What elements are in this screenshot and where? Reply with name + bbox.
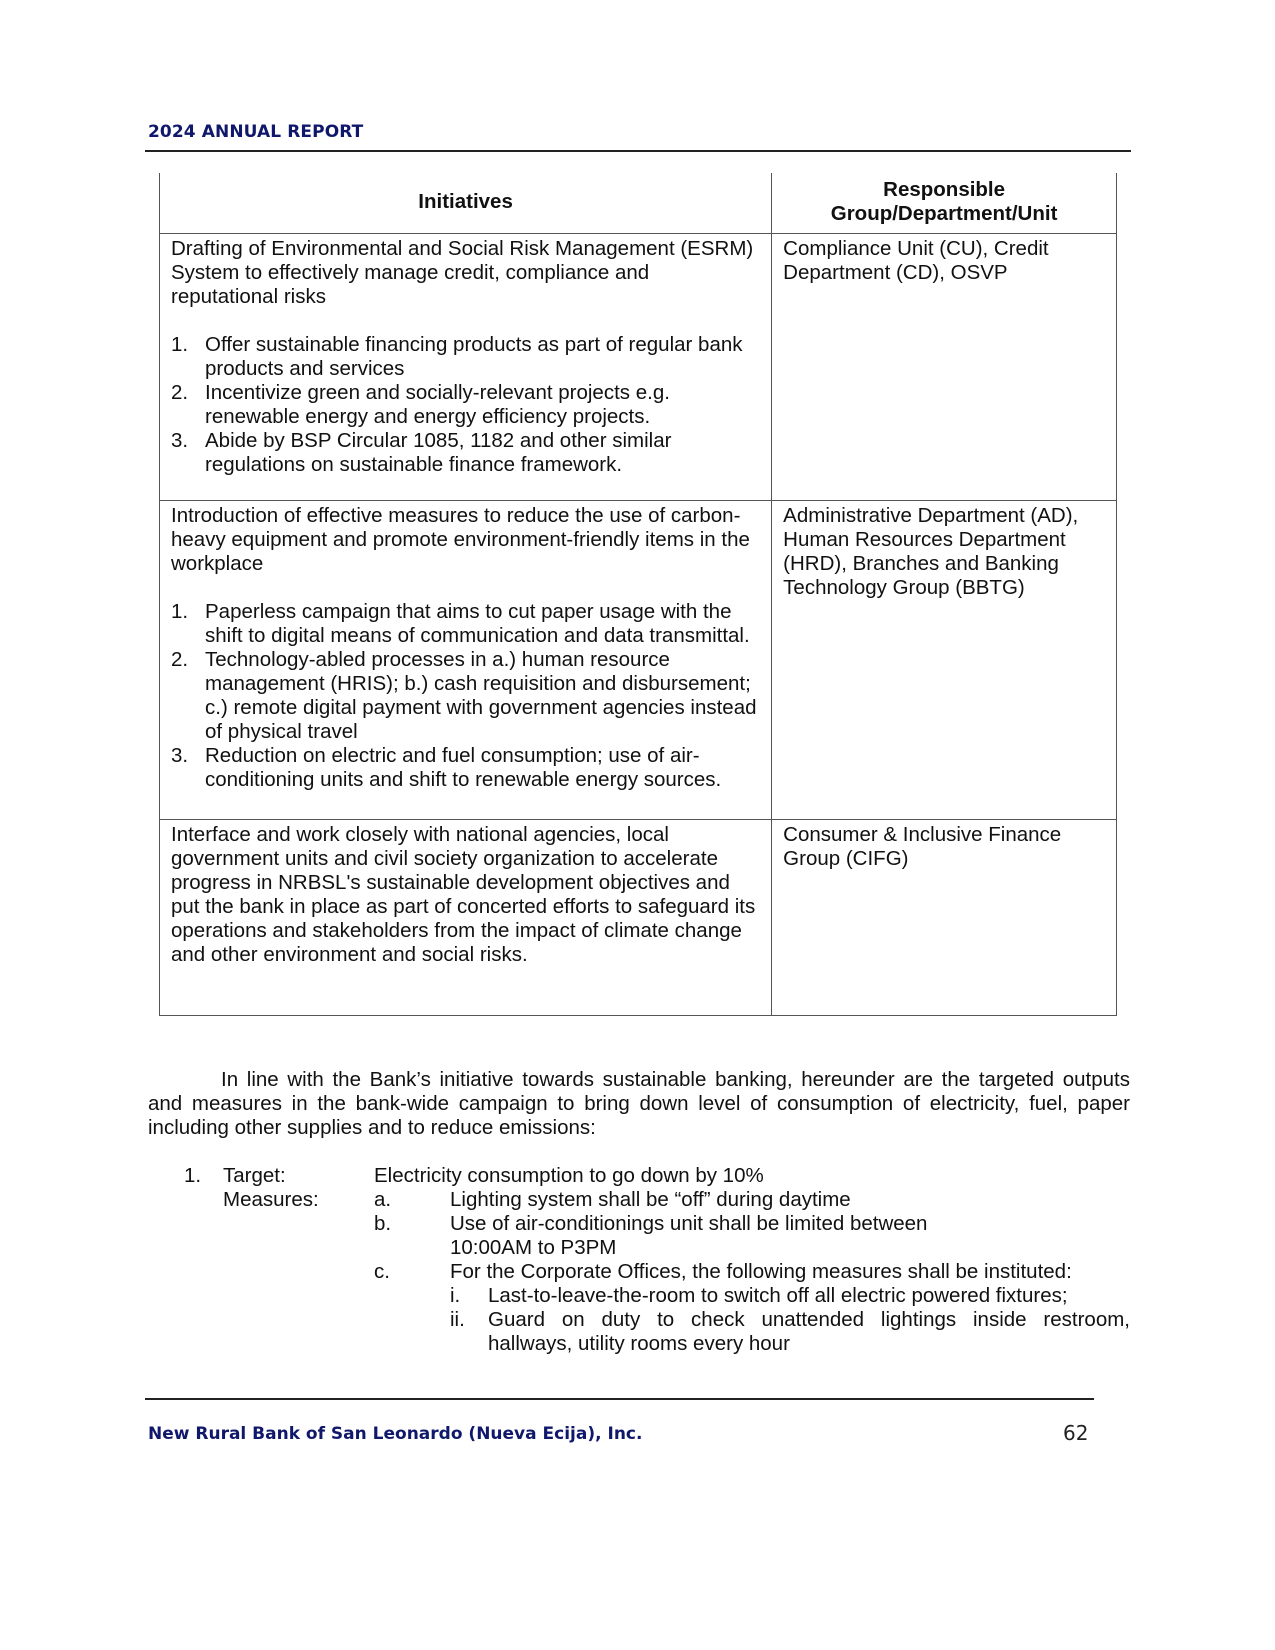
intro-paragraph: In line with the Bank’s initiative towards sustainable banking, hereunder are the targeted outputs and measures in the bank-wide campaign to bring down level of consumption of electricity, fuel, paper including other supplies and to reduce emissions: <box>148 1068 1130 1139</box>
sub-measure-numeral: i. <box>450 1284 461 1307</box>
list-number: 2. <box>171 381 189 404</box>
measure-letter: b. <box>374 1212 392 1235</box>
list-number: 3. <box>171 429 189 452</box>
sub-measure-row <box>148 1284 1130 1308</box>
report-header-title: 2024 ANNUAL REPORT <box>148 122 364 142</box>
sub-measure-text: Guard on duty to check unattended lightings inside restroom, <box>488 1308 1130 1331</box>
responsible-text: Consumer & Inclusive Finance Group (CIFG) <box>783 823 1062 870</box>
footer-divider <box>145 1398 1094 1400</box>
target-text: Electricity consumption to go down by 10% <box>374 1164 764 1187</box>
target-number: 1. <box>184 1164 202 1187</box>
list-number: 1. <box>171 600 189 623</box>
measure-text: Lighting system shall be “off” during daytime <box>450 1188 851 1211</box>
sub-measure-row <box>148 1308 1130 1332</box>
list-item <box>171 381 760 429</box>
column-header-responsible <box>772 173 1117 234</box>
measure-text: 10:00AM to P3PM <box>450 1236 617 1259</box>
list-item <box>171 429 760 477</box>
sub-measure-row-continuation <box>148 1332 1130 1356</box>
initiatives-table <box>159 173 1117 1016</box>
responsible-text: Administrative Department (AD), Human Resources Department (HRD), Branches and Banking Technology Group (BBTG) <box>783 504 1079 599</box>
page-number: 62 <box>1063 1421 1089 1445</box>
initiative-text: Interface and work closely with national agencies, local government units and civil society organization to accelerate progress in NRBSL's sustainable development objectives and put the bank in place as part of concerted efforts to safeguard its operations and stakeholders from the impact of climate change and other environment and social risks. <box>171 823 756 966</box>
column-header-label: Responsible <box>883 178 1006 201</box>
footer-company-name: New Rural Bank of San Leonardo (Nueva Ecija), Inc. <box>148 1424 643 1444</box>
list-item <box>171 600 760 648</box>
column-header-initiatives <box>160 173 772 234</box>
list-item <box>171 744 760 792</box>
responsible-cell <box>772 501 1117 820</box>
initiative-sub-list <box>171 333 760 477</box>
target-row <box>148 1164 1130 1188</box>
list-number: 3. <box>171 744 189 767</box>
initiative-text: Introduction of effective measures to reduce the use of carbon-heavy equipment and promote environment-friendly items in the workplace <box>171 504 750 575</box>
measure-row <box>148 1188 1130 1212</box>
sub-measure-text: Last-to-leave-the-room to switch off all electric powered fixtures; <box>488 1284 1068 1307</box>
measures-label: Measures: <box>223 1188 319 1211</box>
list-text: Technology-abled processes in a.) human resource management (HRIS); b.) cash requisition and disbursement; c.) remote digital payment with government agencies instead of physical travel <box>205 648 757 743</box>
measure-text: Use of air-conditionings unit shall be limited between <box>450 1212 928 1235</box>
responsible-cell <box>772 234 1117 501</box>
table-header-row <box>160 173 1117 234</box>
sub-measure-text: hallways, utility rooms every hour <box>488 1332 790 1355</box>
list-text: Abide by BSP Circular 1085, 1182 and other similar regulations on sustainable finance framework. <box>205 429 672 476</box>
responsible-cell <box>772 820 1117 1016</box>
list-text: Incentivize green and socially-relevant projects e.g. renewable energy and energy efficiency projects. <box>205 381 670 428</box>
measure-letter: a. <box>374 1188 392 1211</box>
list-number: 1. <box>171 333 189 356</box>
initiative-cell <box>160 234 772 501</box>
responsible-text: Compliance Unit (CU), Credit Department (CD), OSVP <box>783 237 1049 284</box>
column-header-label: Group/Department/Unit <box>830 202 1058 225</box>
list-number: 2. <box>171 648 189 671</box>
measure-row <box>148 1260 1130 1284</box>
table-row <box>160 501 1117 820</box>
measure-row <box>148 1212 1130 1236</box>
list-item <box>171 333 760 381</box>
sub-measure-numeral: ii. <box>450 1308 465 1331</box>
initiative-cell <box>160 820 772 1016</box>
table-row <box>160 820 1117 1016</box>
column-header-label: Initiatives <box>418 190 513 213</box>
list-text: Offer sustainable financing products as part of regular bank products and services <box>205 333 743 380</box>
table-row <box>160 234 1117 501</box>
header-divider <box>145 150 1131 152</box>
target-label: Target: <box>223 1164 286 1187</box>
initiative-cell <box>160 501 772 820</box>
list-text: Reduction on electric and fuel consumption; use of air-conditioning units and shift to renewable energy sources. <box>205 744 722 791</box>
targets-list <box>148 1164 1130 1356</box>
list-item <box>171 648 760 744</box>
measure-letter: c. <box>374 1260 390 1283</box>
initiative-text: Drafting of Environmental and Social Risk Management (ESRM) System to effectively manage credit, compliance and reputational risks <box>171 237 754 308</box>
measure-row-continuation <box>148 1236 1130 1260</box>
initiative-sub-list <box>171 600 760 792</box>
measure-text: For the Corporate Offices, the following measures shall be instituted: <box>450 1260 1072 1283</box>
list-text: Paperless campaign that aims to cut paper usage with the shift to digital means of communication and data transmittal. <box>205 600 750 647</box>
